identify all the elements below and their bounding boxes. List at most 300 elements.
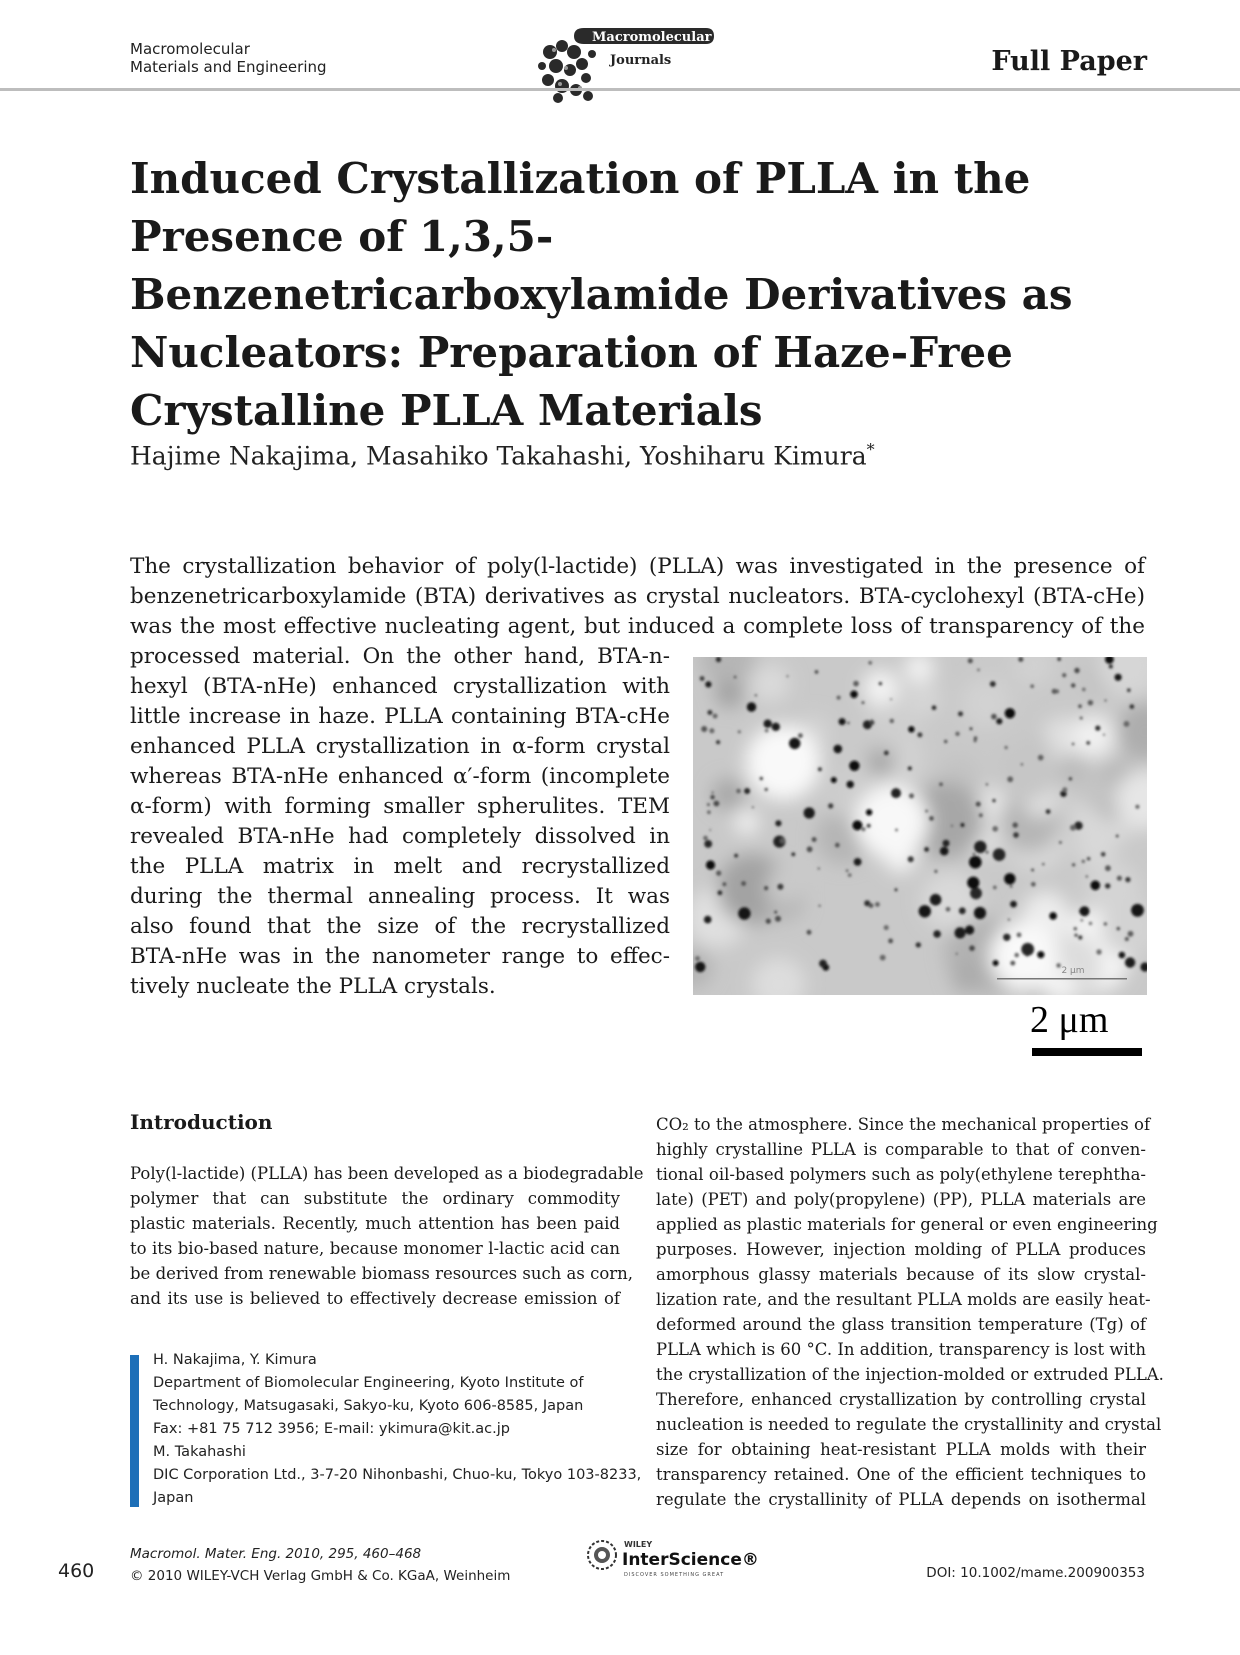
nucleator-particle (723, 882, 727, 886)
nucleator-particle (868, 661, 872, 665)
body-line: Poly(l-lactide) (PLLA) has been developed as a biodegradable (130, 1164, 644, 1183)
nucleator-particle (1088, 700, 1093, 705)
nucleator-particle (970, 887, 982, 899)
nucleator-particle (744, 788, 750, 794)
nucleator-particle (1042, 863, 1044, 865)
nucleator-particle (1101, 852, 1106, 857)
doi: DOI: 10.1002/mame.200900353 (926, 1565, 1145, 1581)
nucleator-particle (1105, 865, 1111, 871)
nucleator-particle (1131, 904, 1144, 917)
abstract-line: revealed BTA-nHe had completely dissolved in (130, 824, 670, 849)
affiliation-line: Technology, Matsugasaki, Sakyo-ku, Kyoto 606-8585, Japan (153, 1398, 584, 1414)
abstract-line: α-form) with forming smaller spherulites. TEM (130, 794, 670, 819)
nucleator-particle (960, 823, 964, 827)
micrograph-texture (978, 788, 1006, 816)
nucleator-particle (959, 907, 966, 914)
nucleator-particle (1125, 957, 1135, 967)
nucleator-particle (1062, 787, 1067, 792)
nucleator-particle (925, 810, 928, 813)
abstract-line: benzenetricarboxylamide (BTA) derivatives as crystal nucleators. BTA-cyclohexyl (BTA-cHe) (130, 584, 1145, 609)
nucleator-particle (939, 783, 943, 787)
nucleator-particle (772, 723, 780, 731)
nucleator-particle (1124, 721, 1130, 727)
nucleator-particle (1046, 809, 1051, 814)
nucleator-particle (917, 732, 922, 737)
body-line: be derived from renewable biomass resources such as corn, (130, 1264, 634, 1283)
nucleator-particle (774, 911, 777, 914)
nucleator-particle (970, 727, 973, 730)
nucleator-particle (974, 736, 977, 739)
micrograph-texture (735, 810, 759, 834)
nucleator-particle (974, 739, 977, 742)
nucleator-particle (707, 803, 710, 806)
nucleator-particle (1103, 734, 1105, 736)
nucleator-particle (775, 820, 781, 826)
nucleator-particle (786, 675, 788, 677)
citation-line: Macromol. Mater. Eng. 2010, 295, 460–468 (130, 1546, 422, 1562)
author-list (130, 440, 875, 470)
nucleator-particle (990, 681, 996, 687)
nucleator-particle (934, 870, 937, 873)
nucleator-particle (1007, 776, 1013, 782)
nucleator-particle (969, 945, 975, 951)
nucleator-particle (852, 820, 862, 830)
micrograph-texture (863, 670, 899, 706)
nucleator-particle (1128, 931, 1134, 937)
nucleator-particle (1078, 704, 1082, 708)
nucleator-particle (760, 777, 763, 780)
nucleator-particle (700, 676, 705, 681)
nucleator-particle (879, 682, 882, 685)
nucleator-particle (713, 714, 718, 719)
nucleator-particle (1004, 873, 1015, 884)
nucleator-particle (704, 916, 712, 924)
nucleator-particle (1117, 876, 1122, 881)
body-line: and its use is believed to effectively decrease emission of (130, 1289, 620, 1308)
nucleator-particle (789, 738, 800, 749)
body-line: purposes. However, injection molding of PLLA produces (656, 1240, 1146, 1259)
nucleator-particle (944, 740, 947, 743)
nucleator-particle (884, 925, 889, 930)
abstract-line: the PLLA matrix in melt and recrystallized (130, 854, 670, 879)
nucleator-particle (908, 856, 914, 862)
abstract-line: also found that the size of the recrystallized (130, 914, 670, 939)
abstract-line: BTA-nHe was in the nanometer range to effec- (130, 944, 670, 969)
body-line: late) (PET) and poly(propylene) (PP), PLLA materials are (656, 1190, 1146, 1209)
nucleator-particle (1089, 922, 1092, 925)
abstract-line: The crystallization behavior of poly(l-lactide) (PLLA) was investigated in the presence of (130, 554, 1145, 579)
author-names: Hajime Nakajima, Masahiko Takahashi, Yoshiharu Kimura (130, 441, 867, 471)
nucleator-particle (831, 777, 837, 783)
nucleator-particle (884, 751, 889, 756)
nucleator-particle (716, 657, 721, 662)
nucleator-particle (766, 919, 771, 924)
nucleator-particle (1071, 683, 1075, 687)
nucleator-particle (1010, 961, 1015, 966)
nucleator-particle (707, 810, 711, 814)
nucleator-particle (965, 925, 974, 934)
nucleator-particle (890, 698, 892, 700)
nucleator-particle (993, 960, 999, 966)
article-type: Full Paper (991, 46, 1147, 77)
nucleator-particle (710, 795, 714, 799)
micrograph-texture (746, 725, 821, 800)
body-line: PLLA which is 60 °C. In addition, transparency is lost with (656, 1340, 1147, 1359)
nucleator-particle (909, 793, 914, 798)
logo-tagline: DISCOVER SOMETHING GREAT (624, 1572, 725, 1578)
nucleator-particle (986, 783, 988, 785)
nucleator-particle (1017, 933, 1022, 938)
nucleator-particle (734, 854, 738, 858)
nucleator-particle (1005, 746, 1008, 749)
nucleator-particle (977, 669, 980, 672)
nucleator-particle (703, 836, 708, 841)
nucleator-particle (1087, 857, 1090, 860)
nucleator-particle (1008, 919, 1010, 921)
nucleator-particle (738, 907, 750, 919)
nucleator-particle (834, 745, 843, 754)
nucleator-particle (867, 824, 871, 828)
nucleator-particle (847, 781, 854, 788)
nucleator-particle (932, 705, 937, 710)
nucleator-particle (1109, 665, 1113, 669)
nucleator-particle (973, 853, 976, 856)
nucleator-particle (706, 860, 715, 869)
micrograph-inner-scale-text: 2 μm (1061, 966, 1085, 976)
nucleator-particle (828, 803, 833, 808)
nucleator-particle (890, 719, 894, 723)
nucleator-particle (946, 907, 951, 912)
scale-bar-label: 2 μm (1030, 999, 1109, 1041)
nucleator-particle (991, 714, 997, 720)
nucleator-particle (849, 761, 859, 771)
nucleator-particle (812, 837, 817, 842)
nucleator-particle (1086, 875, 1088, 877)
nucleator-particle (807, 846, 813, 852)
affiliation-email-line: Fax: +81 75 712 3956; E-mail: ykimura@kit.ac.jp (153, 1421, 510, 1437)
nucleator-particle (1082, 860, 1085, 863)
nucleator-particle (1070, 825, 1076, 831)
nucleator-particle (707, 710, 712, 715)
micrograph-texture (715, 679, 743, 707)
nucleator-particle (1082, 688, 1086, 692)
abstract-line: little increase in haze. PLLA containing BTA-cHe (130, 704, 670, 729)
nucleator-particle (969, 856, 982, 869)
abstract-line: was the most effective nucleating agent, but induced a complete loss of transparency of the (130, 614, 1145, 639)
nucleator-particle (1105, 883, 1110, 888)
body-line: nucleation is needed to regulate the crystallinity and crystal (656, 1415, 1162, 1434)
nucleator-particle (734, 676, 736, 678)
nucleator-particle (1062, 673, 1066, 677)
abstract-line: enhanced PLLA crystallization in α-form crystal (130, 734, 670, 759)
nucleator-particle (1072, 743, 1074, 745)
nucleator-particle (916, 942, 921, 947)
nucleator-particle (1059, 841, 1062, 844)
nucleator-particle (1081, 919, 1083, 921)
body-line: the crystallization of the injection-molded or extruded PLLA. (656, 1365, 1164, 1384)
nucleator-particle (1015, 953, 1019, 957)
body-line: Therefore, enhanced crystallization by controlling crystal (656, 1390, 1146, 1409)
nucleator-particle (919, 905, 931, 917)
journal-name (130, 40, 327, 76)
nucleator-particle (1105, 700, 1107, 702)
nucleator-particle (933, 930, 941, 938)
nucleator-particle (1057, 657, 1061, 661)
nucleator-particle (979, 813, 983, 817)
nucleator-particle (1117, 927, 1120, 930)
nucleator-particle (1031, 882, 1036, 887)
nucleator-particle (996, 718, 1002, 724)
nucleator-particle (846, 870, 848, 872)
micrograph-texture (951, 960, 985, 994)
nucleator-particle (992, 799, 995, 802)
nucleator-particle (853, 681, 859, 687)
affiliation-line: Department of Biomolecular Engineering, Kyoto Institute of (153, 1375, 584, 1391)
nucleator-particle (1119, 952, 1126, 959)
nucleator-particle (1096, 949, 1101, 954)
nucleator-particle (1127, 688, 1131, 692)
body-line: applied as plastic materials for general or even engineering (656, 1215, 1158, 1234)
body-line: lization rate, and the resultant PLLA molds are easily heat- (656, 1290, 1151, 1309)
nucleator-particle (741, 881, 746, 886)
nucleator-particle (986, 851, 989, 854)
nucleator-particle (1013, 832, 1019, 838)
nucleator-particle (705, 681, 711, 687)
nucleator-particle (718, 890, 723, 895)
body-line: transparency retained. One of the efficient techniques to (656, 1465, 1146, 1484)
nucleator-particle (974, 907, 986, 919)
abstract-line: whereas BTA-nHe enhanced α′-form (incomplete (130, 764, 670, 789)
logo-text-line1: Macromolecular (592, 30, 712, 45)
nucleator-particle (1095, 726, 1100, 731)
nucleator-particle (807, 930, 812, 935)
nucleator-particle (775, 916, 781, 922)
body-line: regulate the crystallinity of PLLA depends on isothermal (656, 1490, 1146, 1509)
nucleator-particle (967, 877, 979, 889)
footer-citation (130, 1543, 510, 1587)
nucleator-particle (880, 955, 886, 961)
logo-text-line2: Journals (610, 53, 672, 68)
corresponding-author-mark: * (866, 440, 875, 459)
nucleator-particle (862, 827, 866, 831)
nucleator-particle (854, 858, 862, 866)
nucleator-particle (835, 843, 840, 848)
nucleator-particle (765, 729, 769, 733)
nucleator-particle (1074, 927, 1077, 930)
nucleator-particle (875, 902, 880, 907)
logo-wiley-text: WILEY (624, 1540, 653, 1549)
nucleator-particle (992, 826, 998, 832)
nucleator-particle (958, 711, 963, 716)
nucleator-particle (1080, 717, 1083, 720)
nucleator-particle (1013, 822, 1018, 827)
micrograph-texture (751, 664, 789, 702)
nucleator-particle (1125, 877, 1130, 882)
page-number: 460 (58, 1560, 95, 1582)
micrograph-texture (1072, 715, 1115, 758)
nucleator-particle (1115, 674, 1122, 681)
nucleator-particle (695, 956, 700, 961)
nucleator-particle (837, 696, 841, 700)
nucleator-particle (765, 788, 768, 791)
abstract-line: tively nucleate the PLLA crystals. (130, 974, 496, 999)
article-title: Induced Crystallization of PLLA in the Presence of 1,3,5-Benzenetricarboxylamide Derivatives as Nucleators: Preparation of Haze-Free Crystalline PLLA Materials (130, 154, 1073, 435)
nucleator-particle (815, 670, 819, 674)
affiliation-line: M. Takahashi (153, 1444, 246, 1460)
body-line: tional oil-based polymers such as poly(ethylene terephtha- (656, 1165, 1146, 1184)
nucleator-particle (819, 960, 827, 968)
nucleator-particle (695, 962, 705, 972)
nucleator-particle (777, 884, 783, 890)
nucleator-particle (780, 838, 786, 844)
nucleator-particle (798, 733, 803, 738)
body-line: to its bio-based nature, because monomer l-lactic acid can (130, 1239, 620, 1258)
nucleator-particle (747, 702, 756, 711)
nucleator-particle (1072, 863, 1075, 866)
nucleator-particle (891, 788, 901, 798)
nucleator-particle (862, 701, 865, 704)
body-line: amorphous glassy materials because of its slow crystal- (656, 1265, 1146, 1284)
nucleator-particle (704, 840, 712, 848)
nucleator-particle (869, 903, 874, 908)
body-line: deformed around the glass transition temperature (Tg) of (656, 1315, 1146, 1334)
nucleator-particle (1056, 963, 1060, 967)
nucleator-particle (1049, 912, 1057, 920)
affiliation-line: Japan (153, 1490, 194, 1506)
abstract-line: processed material. On the other hand, BTA-n- (130, 644, 670, 669)
nucleator-particle (1091, 881, 1101, 891)
micrograph-texture (767, 867, 804, 904)
nucleator-particle (1080, 906, 1090, 916)
nucleator-particle (976, 802, 981, 807)
nucleator-particle (1003, 934, 1010, 941)
copyright-line: © 2010 WILEY-VCH Verlag GmbH & Co. KGaA, Weinheim (130, 1568, 511, 1584)
nucleator-particle (940, 847, 949, 856)
nucleator-particle (974, 841, 986, 853)
nucleator-particle (818, 767, 822, 771)
nucleator-particle (1069, 777, 1072, 780)
nucleator-particle (1037, 951, 1044, 958)
nucleator-particle (736, 789, 741, 794)
journal-name-line2: Materials and Engineering (130, 58, 327, 76)
scale-bar (1032, 1048, 1142, 1056)
nucleator-particle (866, 809, 872, 815)
body-line: CO₂ to the atmosphere. Since the mechanical properties of (656, 1115, 1151, 1134)
nucleator-particle (968, 658, 973, 663)
micrograph-texture (1075, 774, 1111, 810)
nucleator-particle (1010, 885, 1012, 887)
micrograph-texture (990, 922, 1058, 990)
nucleator-particle (956, 953, 958, 955)
nucleator-particle (924, 847, 929, 852)
nucleator-particle (1031, 869, 1034, 872)
nucleator-particle (888, 939, 893, 944)
tem-micrograph (693, 657, 1147, 995)
nucleator-particle (951, 825, 953, 827)
nucleator-particle (955, 927, 966, 938)
nucleator-particle (818, 905, 820, 907)
nucleator-particle (1074, 934, 1077, 937)
micrograph-texture (869, 751, 893, 775)
nucleator-particle (1125, 937, 1129, 941)
nucleator-particle (712, 792, 714, 794)
micrograph-texture (907, 681, 942, 716)
nucleator-particle (1086, 741, 1090, 745)
macromolecular-journals-logo (530, 22, 715, 107)
nucleator-particle (1074, 668, 1079, 673)
nucleator-particle (1104, 922, 1107, 925)
nucleator-particle (1005, 708, 1015, 718)
section-heading-introduction: Introduction (130, 1110, 273, 1134)
nucleator-particle (764, 886, 768, 890)
nucleator-particle (847, 722, 849, 724)
nucleator-particle (755, 694, 757, 696)
abstract-line: hexyl (BTA-nHe) enhanced crystallization with (130, 674, 670, 699)
nucleator-particle (908, 766, 912, 770)
journal-name-line1: Macromolecular (130, 40, 250, 58)
nucleator-particle (714, 801, 720, 807)
nucleator-particle (895, 888, 898, 891)
nucleator-particle (1030, 684, 1034, 688)
nucleator-particle (1018, 657, 1023, 662)
nucleator-particle (895, 829, 897, 831)
nucleator-particle (943, 840, 950, 847)
nucleator-particle (804, 807, 815, 818)
nucleator-particle (709, 829, 711, 831)
body-line: highly crystalline PLLA is comparable to that of conven- (656, 1140, 1146, 1159)
nucleator-particle (850, 691, 858, 699)
abstract-line: during the thermal annealing process. It was (130, 884, 670, 909)
nucleator-particle (752, 806, 754, 808)
logo-interscience-text: InterScience® (622, 1550, 759, 1570)
nucleator-particle (1021, 763, 1023, 765)
nucleator-particle (1116, 835, 1119, 838)
nucleator-particle (738, 730, 741, 733)
nucleator-particle (993, 886, 997, 890)
nucleator-particle (955, 732, 959, 736)
nucleator-particle (848, 873, 852, 877)
wiley-interscience-logo (580, 1533, 760, 1583)
body-line: size for obtaining heat-resistant PLLA molds with their (656, 1440, 1146, 1459)
nucleator-particle (1038, 755, 1044, 761)
micrograph-texture (961, 678, 1011, 728)
nucleator-particle (709, 728, 714, 733)
nucleator-particle (1078, 935, 1082, 939)
micrograph-texture (1075, 825, 1117, 867)
nucleator-particle (908, 726, 914, 732)
nucleator-particle (716, 871, 721, 876)
nucleator-particle (1130, 704, 1135, 709)
nucleator-particle (1010, 901, 1017, 908)
nucleator-particle (716, 740, 720, 744)
nucleator-particle (929, 816, 934, 821)
nucleator-particle (839, 718, 846, 725)
nucleator-particle (818, 868, 820, 870)
affiliation-line: DIC Corporation Ltd., 3-7-20 Nihonbashi, Chuo-ku, Tokyo 103-8233, (153, 1467, 642, 1483)
nucleator-particle (791, 852, 795, 856)
header-rule (0, 88, 1240, 91)
nucleator-particle (993, 848, 1006, 861)
nucleator-particle (764, 720, 772, 728)
body-line: plastic materials. Recently, much attention has been paid (130, 1214, 620, 1233)
nucleator-particle (1021, 943, 1034, 956)
nucleator-particle (1135, 805, 1139, 809)
nucleator-particle (869, 720, 874, 725)
affiliation-accent-bar (130, 1355, 139, 1507)
affiliation-line: H. Nakajima, Y. Kimura (153, 1352, 317, 1368)
body-line: polymer that can substitute the ordinary commodity (130, 1189, 620, 1208)
nucleator-particle (701, 726, 707, 732)
